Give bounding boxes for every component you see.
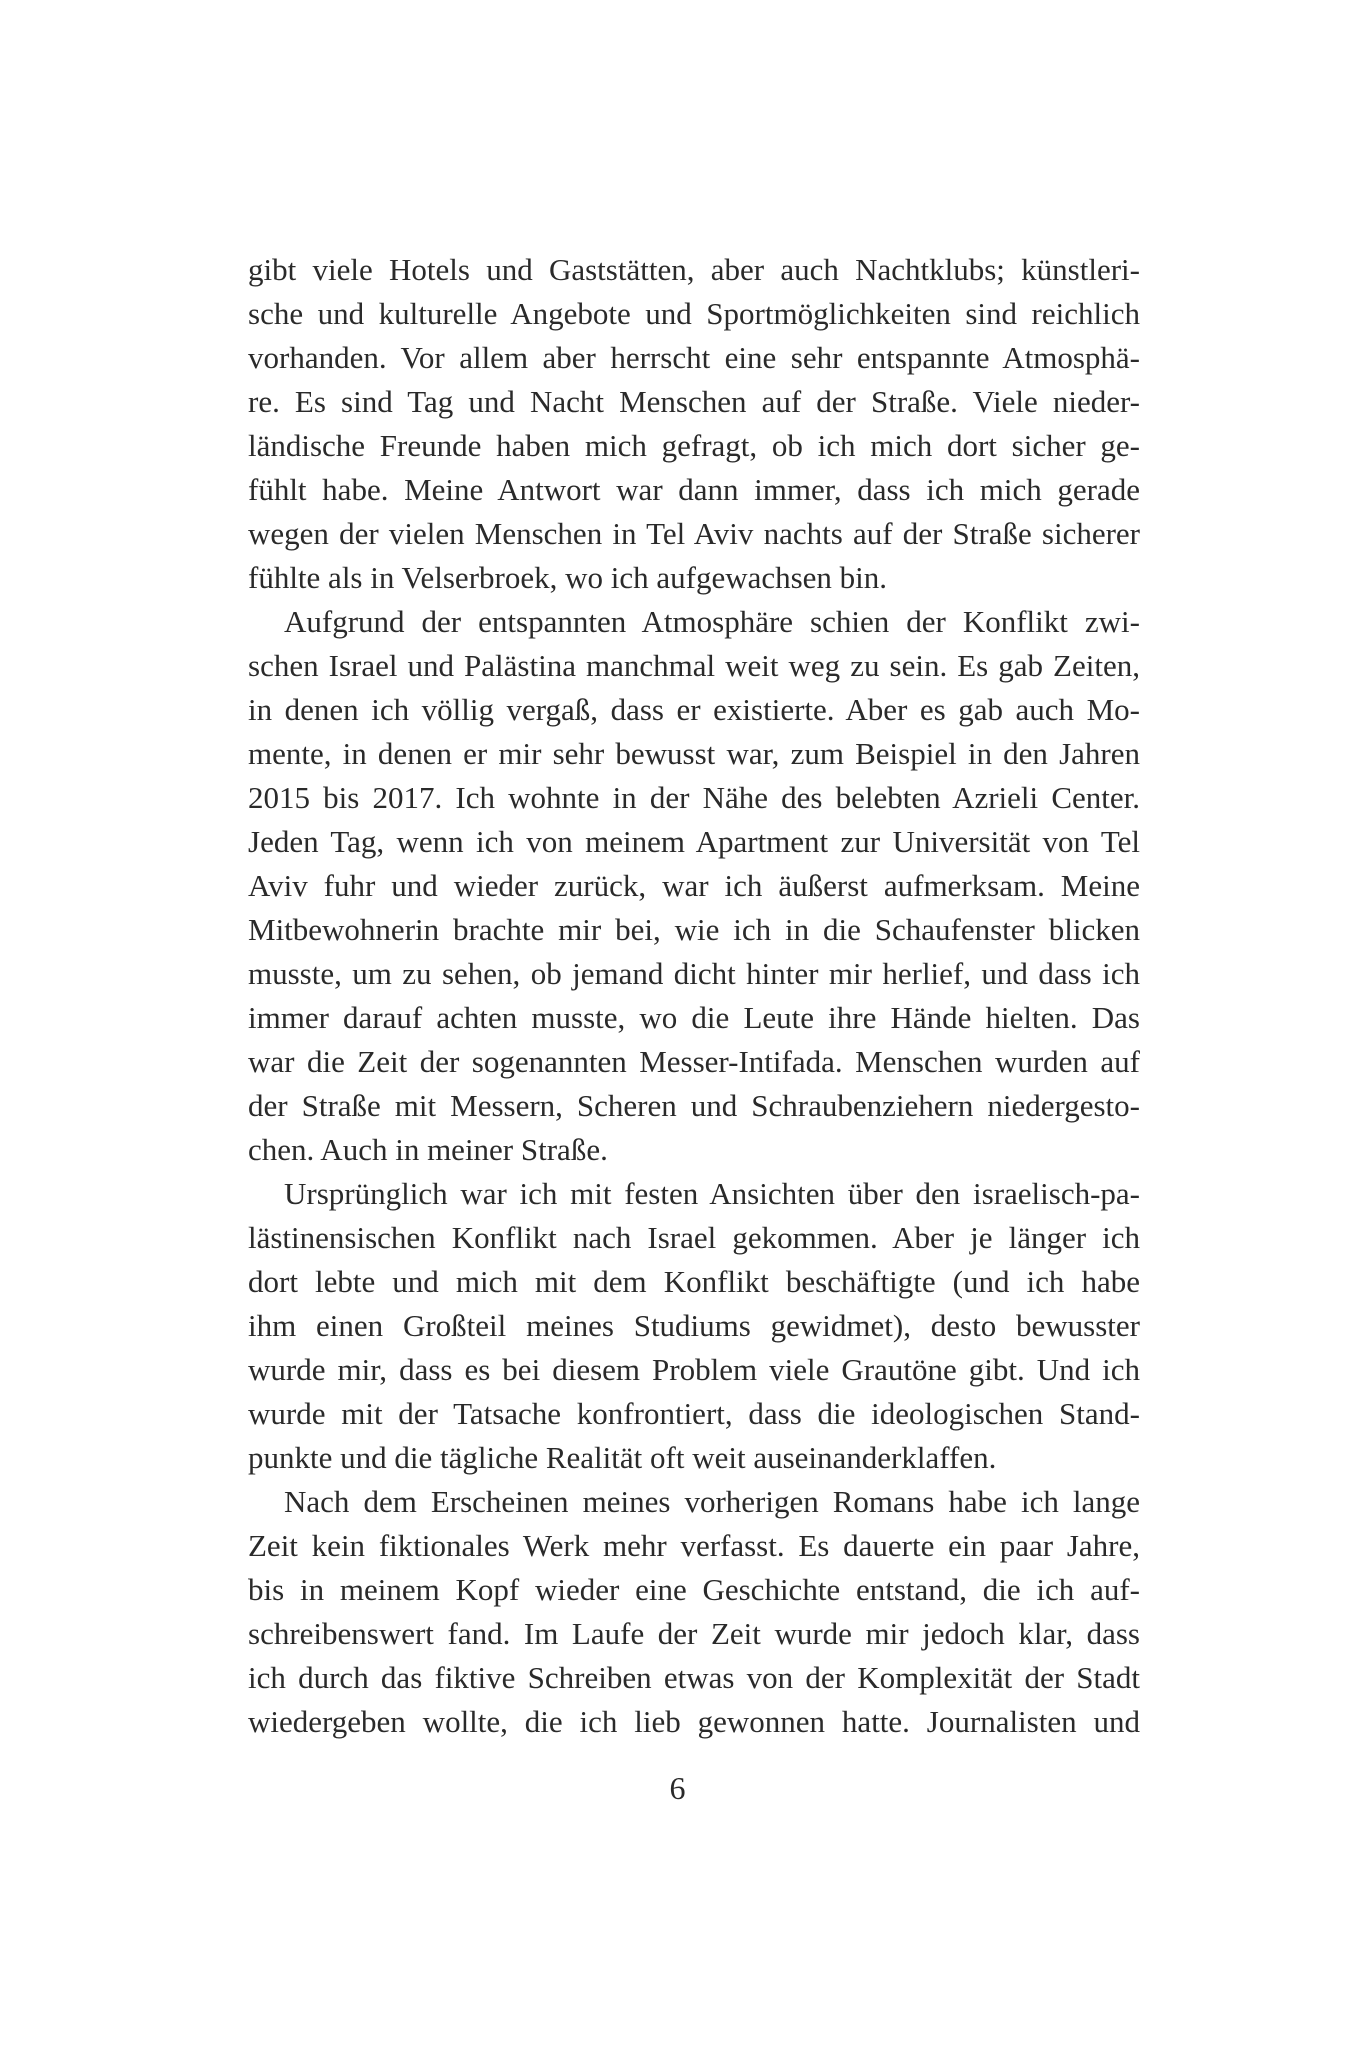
text-line: schreibenswert fand. Im Laufe der Zeit wurde mir jedoch klar, dass xyxy=(248,1616,1140,1651)
text-line: ländische Freunde haben mich gefragt, ob ich mich dort sicher ge- xyxy=(248,428,1140,463)
page-number: 6 xyxy=(669,1770,686,1806)
text-line: 2015 bis 2017. Ich wohnte in der Nähe des belebten Azrieli Center. xyxy=(248,780,1140,815)
text-line: Nach dem Erscheinen meines vorherigen Romans habe ich lange xyxy=(284,1484,1140,1519)
text-line: wurde mit der Tatsache konfrontiert, dass die ideologischen Stand- xyxy=(248,1396,1140,1431)
text-line: sche und kulturelle Angebote und Sportmöglichkeiten sind reichlich xyxy=(248,296,1140,331)
text-line: wurde mir, dass es bei diesem Problem viele Grautöne gibt. Und ich xyxy=(248,1352,1140,1387)
text-line: musste, um zu sehen, ob jemand dicht hinter mir herlief, und dass ich xyxy=(248,956,1140,991)
text-line: fühlt habe. Meine Antwort war dann immer, dass ich mich gerade xyxy=(248,472,1140,507)
text-line: Aufgrund der entspannten Atmosphäre schien der Konflikt zwi- xyxy=(284,604,1140,639)
paragraph xyxy=(248,600,1140,1172)
text-line: mente, in denen er mir sehr bewusst war, zum Beispiel in den Jahren xyxy=(248,736,1140,771)
text-line: gibt viele Hotels und Gaststätten, aber auch Nachtklubs; künstleri- xyxy=(248,252,1140,287)
text-line: Jeden Tag, wenn ich von meinem Apartment zur Universität von Tel xyxy=(248,824,1140,859)
text-line: wegen der vielen Menschen in Tel Aviv nachts auf der Straße sicherer xyxy=(248,516,1140,551)
text-line: ich durch das fiktive Schreiben etwas von der Komplexität der Stadt xyxy=(248,1660,1140,1695)
text-line: re. Es sind Tag und Nacht Menschen auf der Straße. Viele nieder- xyxy=(248,384,1140,419)
text-line: dort lebte und mich mit dem Konflikt beschäftigte (und ich habe xyxy=(248,1264,1140,1299)
paragraph xyxy=(248,1480,1140,1744)
text-line: immer darauf achten musste, wo die Leute ihre Hände hielten. Das xyxy=(248,1000,1140,1035)
text-line: ihm einen Großteil meines Studiums gewidmet), desto bewusster xyxy=(248,1308,1140,1343)
text-line: vorhanden. Vor allem aber herrscht eine sehr entspannte Atmosphä- xyxy=(248,340,1140,375)
body-text xyxy=(248,248,1140,1744)
text-line: chen. Auch in meiner Straße. xyxy=(248,1132,608,1167)
text-line: in denen ich völlig vergaß, dass er existierte. Aber es gab auch Mo- xyxy=(248,692,1140,727)
text-line: wiedergeben wollte, die ich lieb gewonnen hatte. Journalisten und xyxy=(248,1704,1140,1739)
text-line: schen Israel und Palästina manchmal weit weg zu sein. Es gab Zeiten, xyxy=(248,648,1140,683)
text-line: punkte und die tägliche Realität oft weit auseinanderklaffen. xyxy=(248,1440,997,1475)
text-line: Mitbewohnerin brachte mir bei, wie ich in die Schaufenster blicken xyxy=(248,912,1140,947)
text-line: Aviv fuhr und wieder zurück, war ich äußerst aufmerksam. Meine xyxy=(248,868,1140,903)
text-line: lästinensischen Konflikt nach Israel gekommen. Aber je länger ich xyxy=(248,1220,1140,1255)
paragraph xyxy=(248,248,1140,600)
text-line: Zeit kein fiktionales Werk mehr verfasst. Es dauerte ein paar Jahre, xyxy=(248,1528,1140,1563)
paragraph xyxy=(248,1172,1140,1480)
text-line: Ursprünglich war ich mit festen Ansichten über den israelisch-pa- xyxy=(284,1176,1140,1211)
text-line: bis in meinem Kopf wieder eine Geschichte entstand, die ich auf- xyxy=(248,1572,1140,1607)
text-line: der Straße mit Messern, Scheren und Schraubenziehern niedergesto- xyxy=(248,1088,1140,1123)
text-line: war die Zeit der sogenannten Messer-Intifada. Menschen wurden auf xyxy=(248,1044,1140,1079)
text-line: fühlte als in Velserbroek, wo ich aufgewachsen bin. xyxy=(248,560,888,595)
